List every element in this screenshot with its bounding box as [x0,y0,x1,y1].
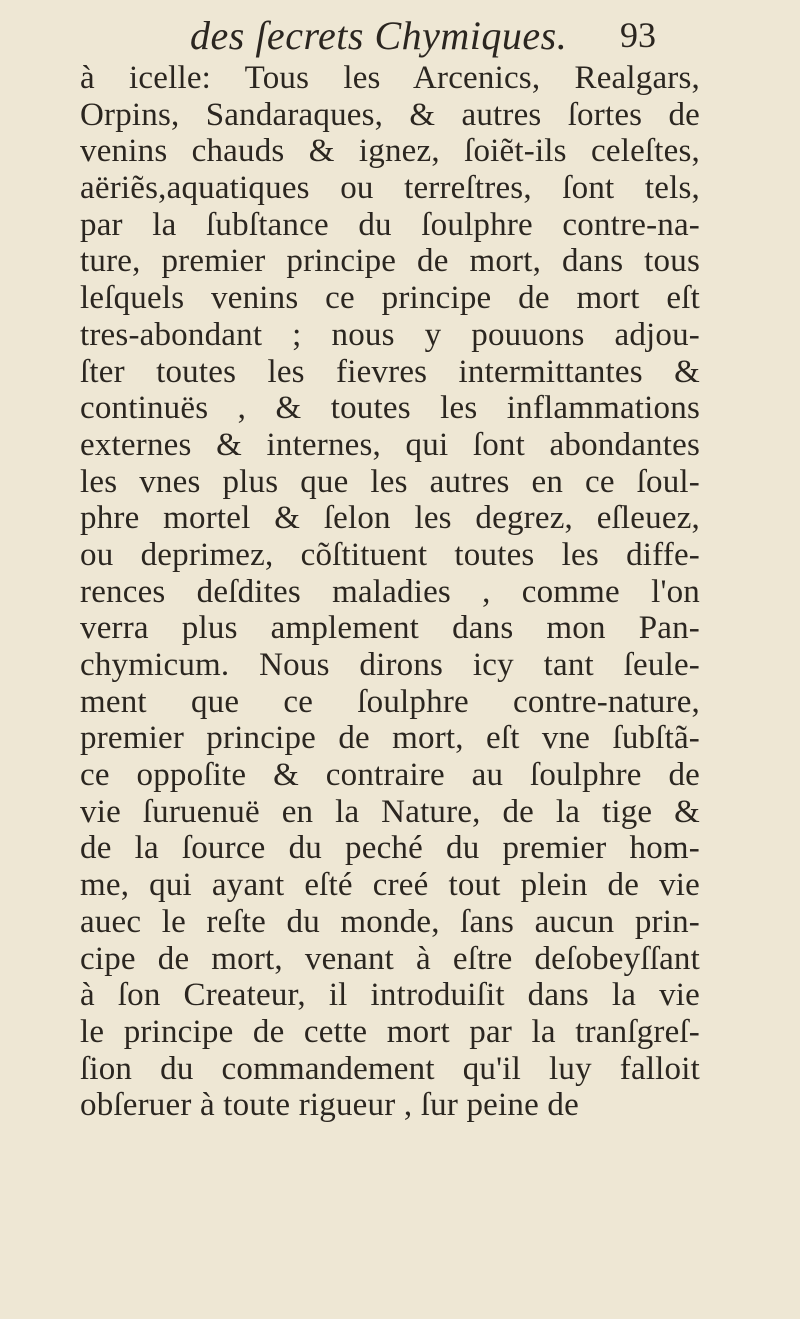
text-line: ment que ce ſoulphre contre-nature, [80,683,700,720]
text-line: à ſon Createur, il introduiſit dans la vie [80,977,700,1014]
text-line: me, qui ayant eſté creé tout plein de vie [80,867,700,904]
text-line: chymicum. Nous dirons icy tant ſeule- [80,647,700,683]
text-line: externes & internes, qui ſont abondantes [80,426,700,463]
page-number: 93 [620,15,656,55]
running-head: des ſecrets Chymiques. [190,13,568,58]
text-line: ſion du commandement qu'il luy falloit [80,1050,700,1087]
text-line: aëriẽs,aquatiques ou terreſtres, ſont tels, [80,170,700,207]
body-text [80,60,700,1124]
text-line: leſquels venins ce principe de mort eſt [80,280,700,317]
text-line: verra plus amplement dans mon Pan- [80,610,700,647]
text-line: les vnes plus que les autres en ce ſoul- [80,463,700,500]
text-line: de la ſource du peché du premier hom- [80,830,700,867]
text-line: auec le reſte du monde, ſans aucun prin- [80,903,700,940]
text-line: phre mortel & ſelon les degrez, eſleuez, [80,500,700,537]
page-header [0,8,800,60]
text-line: par la ſubſtance du ſoulphre contre-na- [80,206,700,243]
text-line: rences deſdites maladies , comme l'on [80,573,700,610]
text-line: obſeruer à toute rigueur , ſur peine de [80,1087,579,1124]
text-line: vie ſuruenuë en la Nature, de la tige & [80,793,700,830]
text-line: le principe de cette mort par la tranſgreſ- [80,1013,700,1050]
text-line: ce oppoſite & contraire au ſoulphre de [80,757,700,794]
text-line: ſter toutes les fievres intermittantes & [80,353,700,390]
text-line: ou deprimez, cõſtituent toutes les diffe- [80,536,700,573]
text-line: venins chauds & ignez, ſoiẽt-ils celeſtes, [80,133,700,170]
text-line: ture, premier principe de mort, dans tous [80,243,700,280]
text-line: premier principe de mort, eſt vne ſubſtã- [80,720,700,757]
text-line: cipe de mort, venant à eſtre deſobeyſſant [80,940,700,977]
text-line: tres-abondant ; nous y pouuons adjou- [80,316,700,353]
text-line: Orpins, Sandaraques, & autres ſortes de [80,96,700,133]
text-line: continuës , & toutes les inflammations [80,390,700,427]
text-line: à icelle: Tous les Arcenics, Realgars, [80,60,700,96]
